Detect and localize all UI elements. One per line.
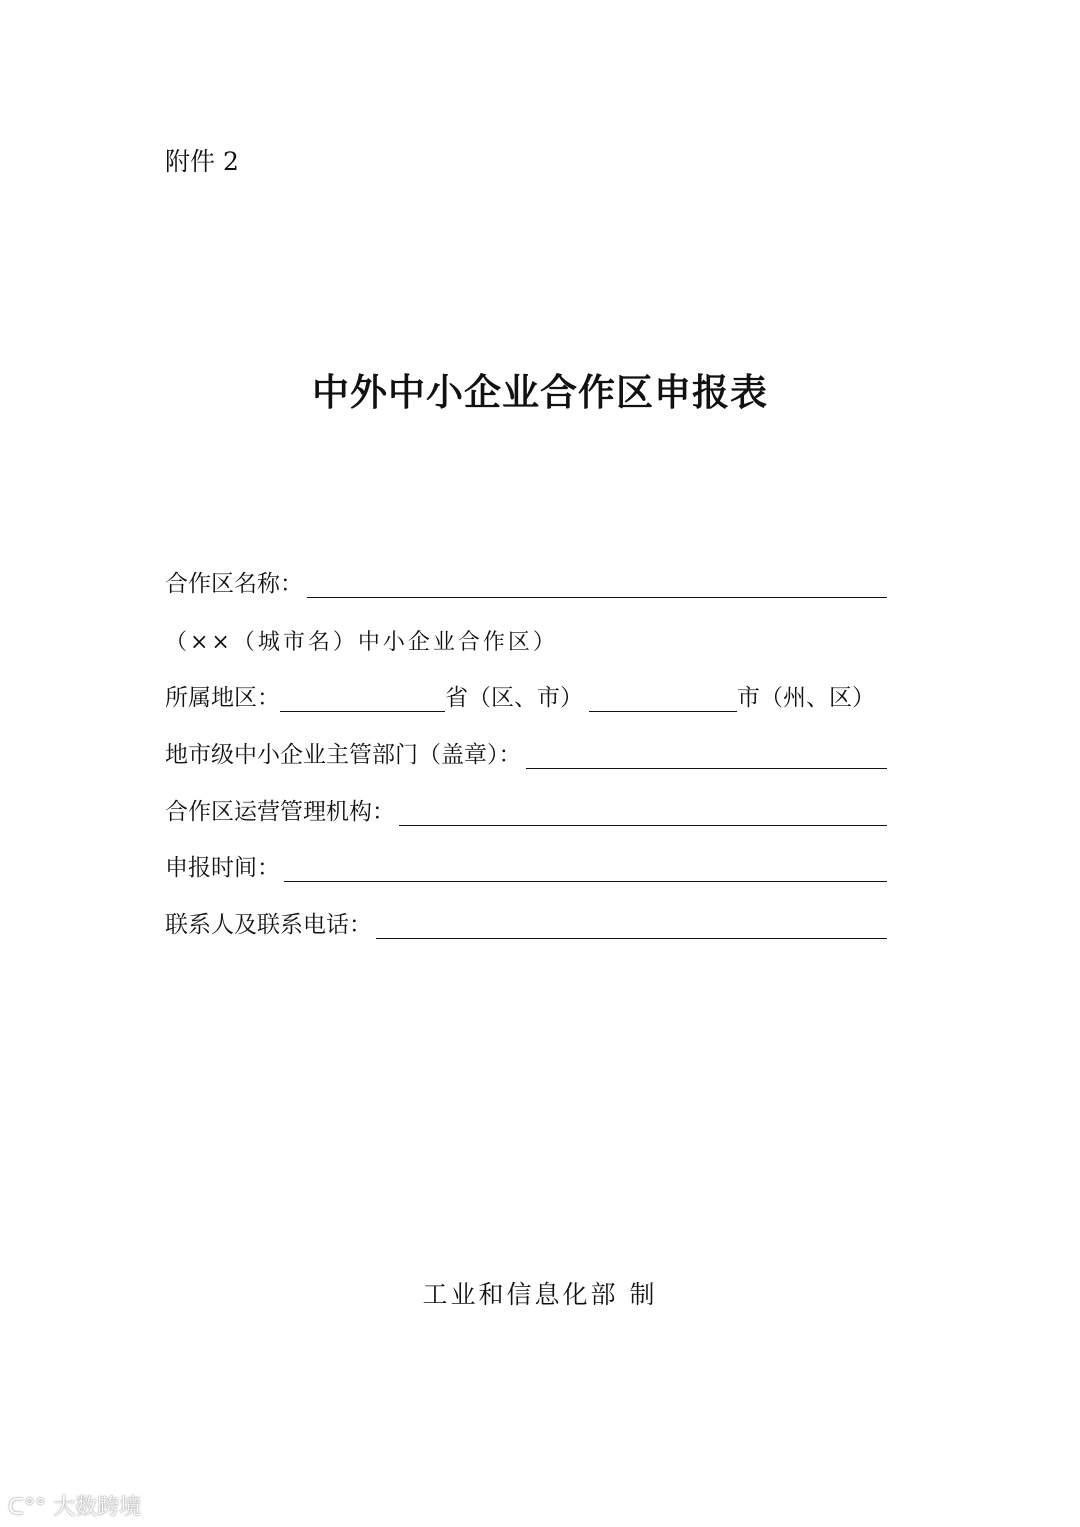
watermark-logo <box>8 1490 141 1521</box>
issuer-footer: 工业和信息化部 制 <box>422 1280 658 1309</box>
contact-label: 联系人及联系电话： <box>165 912 372 938</box>
province-field[interactable] <box>280 685 445 712</box>
city-label: 市（州、区） <box>737 685 875 711</box>
date-field[interactable] <box>284 855 887 882</box>
city-field[interactable] <box>589 685 737 712</box>
name-label: 合作区名称： <box>165 571 303 597</box>
org-row <box>165 794 887 826</box>
date-label: 申报时间： <box>165 855 280 881</box>
dept-field[interactable] <box>526 742 888 769</box>
dept-row <box>165 737 887 769</box>
form-title: 中外中小企业合作区申报表 <box>312 371 768 414</box>
watermark-icon: ᑕ°° <box>8 1495 54 1520</box>
contact-field[interactable] <box>376 912 887 939</box>
name-row <box>165 566 887 598</box>
org-field[interactable] <box>399 799 887 826</box>
name-field[interactable] <box>307 571 887 598</box>
province-label: 省（区、市） <box>445 685 583 711</box>
dept-label: 地市级中小企业主管部门（盖章）： <box>165 742 522 768</box>
name-note: （××（城市名）中小企业合作区） <box>165 630 558 655</box>
region-row <box>165 680 905 712</box>
contact-row <box>165 907 887 939</box>
date-row <box>165 850 887 882</box>
region-label: 所属地区： <box>165 685 280 711</box>
org-label: 合作区运营管理机构： <box>165 799 395 825</box>
watermark-text: 大数跨境 <box>53 1495 142 1520</box>
attachment-label: 附件 2 <box>165 147 239 176</box>
